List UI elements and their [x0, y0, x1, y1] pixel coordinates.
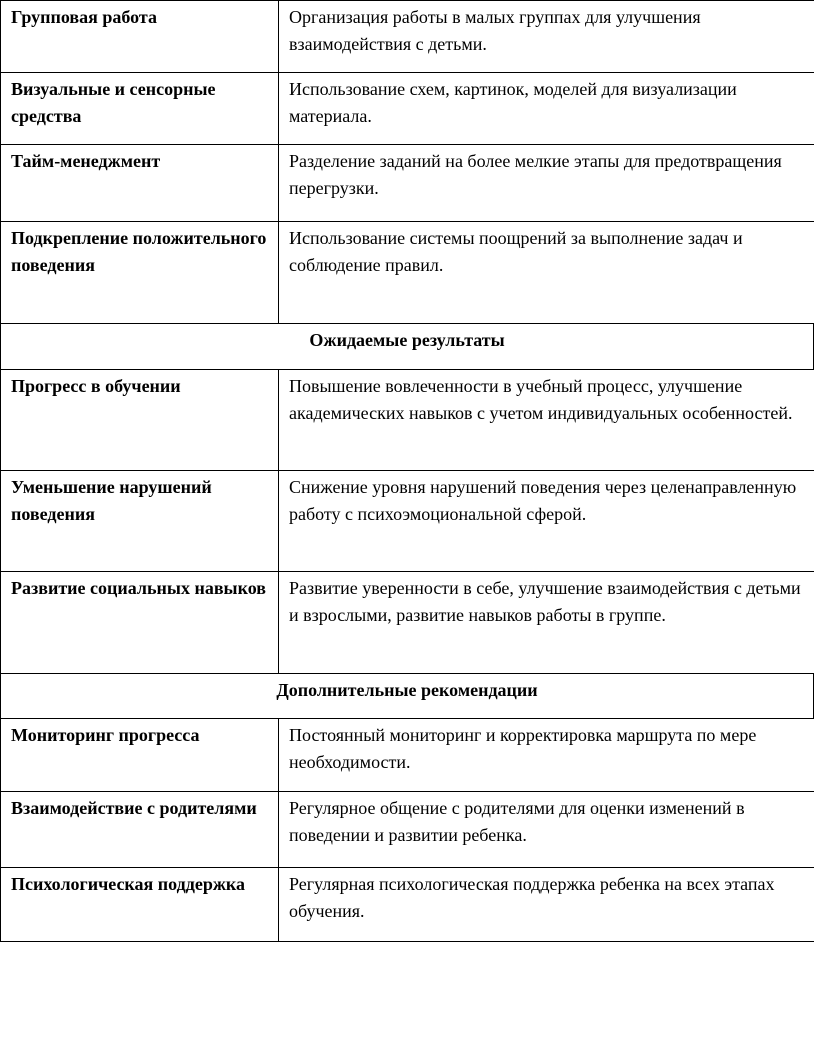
- row-text-cell: [279, 370, 814, 471]
- row-text-cell: [279, 222, 814, 324]
- row-label-cell: [1, 222, 279, 324]
- row-text: Постоянный мониторинг и корректировка маршрута по мере необходимости.: [289, 725, 757, 772]
- row-label: Психологическая поддержка: [11, 874, 245, 894]
- row-label-cell: [1, 719, 279, 792]
- row-text: Организация работы в малых группах для улучшения взаимодействия с детьми.: [289, 7, 701, 54]
- table-row: [1, 73, 814, 145]
- row-label-cell: [1, 370, 279, 471]
- section-header-row: [1, 324, 814, 370]
- table-row: [1, 145, 814, 222]
- table-row: [1, 370, 814, 471]
- section-header-cell: [1, 324, 814, 370]
- table-row: [1, 792, 814, 868]
- row-label: Визуальные и сенсорные средства: [11, 79, 216, 126]
- row-text-cell: [279, 868, 814, 942]
- row-text: Повышение вовлеченности в учебный процесс, улучшение академических навыков с учетом индивидуальных особенностей.: [289, 376, 793, 423]
- table-row: [1, 1, 814, 73]
- row-label-cell: [1, 572, 279, 674]
- section-header-cell: [1, 674, 814, 719]
- table-row: [1, 719, 814, 792]
- row-label-cell: [1, 471, 279, 572]
- row-label-cell: [1, 145, 279, 222]
- table-row: [1, 471, 814, 572]
- row-text-cell: [279, 792, 814, 868]
- row-text: Регулярная психологическая поддержка ребенка на всех этапах обучения.: [289, 874, 775, 921]
- section-title-recommendations: Дополнительные рекомендации: [276, 680, 538, 700]
- row-text: Регулярное общение с родителями для оценки изменений в поведении и развитии ребенка.: [289, 798, 745, 845]
- row-label-cell: [1, 868, 279, 942]
- row-label: Групповая работа: [11, 7, 157, 27]
- row-text: Развитие уверенности в себе, улучшение взаимодействия с детьми и взрослыми, развитие навыков работы в группе.: [289, 578, 801, 625]
- row-text: Снижение уровня нарушений поведения через целенаправленную работу с психоэмоциональной сферой.: [289, 477, 797, 524]
- row-text-cell: [279, 572, 814, 674]
- row-text-cell: [279, 1, 814, 73]
- section-header-row: [1, 674, 814, 719]
- row-text: Использование системы поощрений за выполнение задач и соблюдение правил.: [289, 228, 743, 275]
- row-label-cell: [1, 73, 279, 145]
- table-row: [1, 868, 814, 942]
- row-text-cell: [279, 719, 814, 792]
- section-title-results: Ожидаемые результаты: [309, 330, 505, 350]
- row-label: Тайм-менеджмент: [11, 151, 161, 171]
- row-label: Взаимодействие с родителями: [11, 798, 257, 818]
- table-row: [1, 572, 814, 674]
- row-label: Прогресс в обучении: [11, 376, 181, 396]
- row-label-cell: [1, 792, 279, 868]
- row-label: Развитие социальных навыков: [11, 578, 267, 598]
- row-text: Разделение заданий на более мелкие этапы для предотвращения перегрузки.: [289, 151, 782, 198]
- row-text-cell: [279, 145, 814, 222]
- row-text-cell: [279, 73, 814, 145]
- table-row: [1, 222, 814, 324]
- row-label: Мониторинг прогресса: [11, 725, 200, 745]
- row-text-cell: [279, 471, 814, 572]
- row-text: Использование схем, картинок, моделей для визуализации материала.: [289, 79, 737, 126]
- row-label: Уменьшение нарушений поведения: [11, 477, 212, 524]
- row-label-cell: [1, 1, 279, 73]
- row-label: Подкрепление положительного поведения: [11, 228, 267, 275]
